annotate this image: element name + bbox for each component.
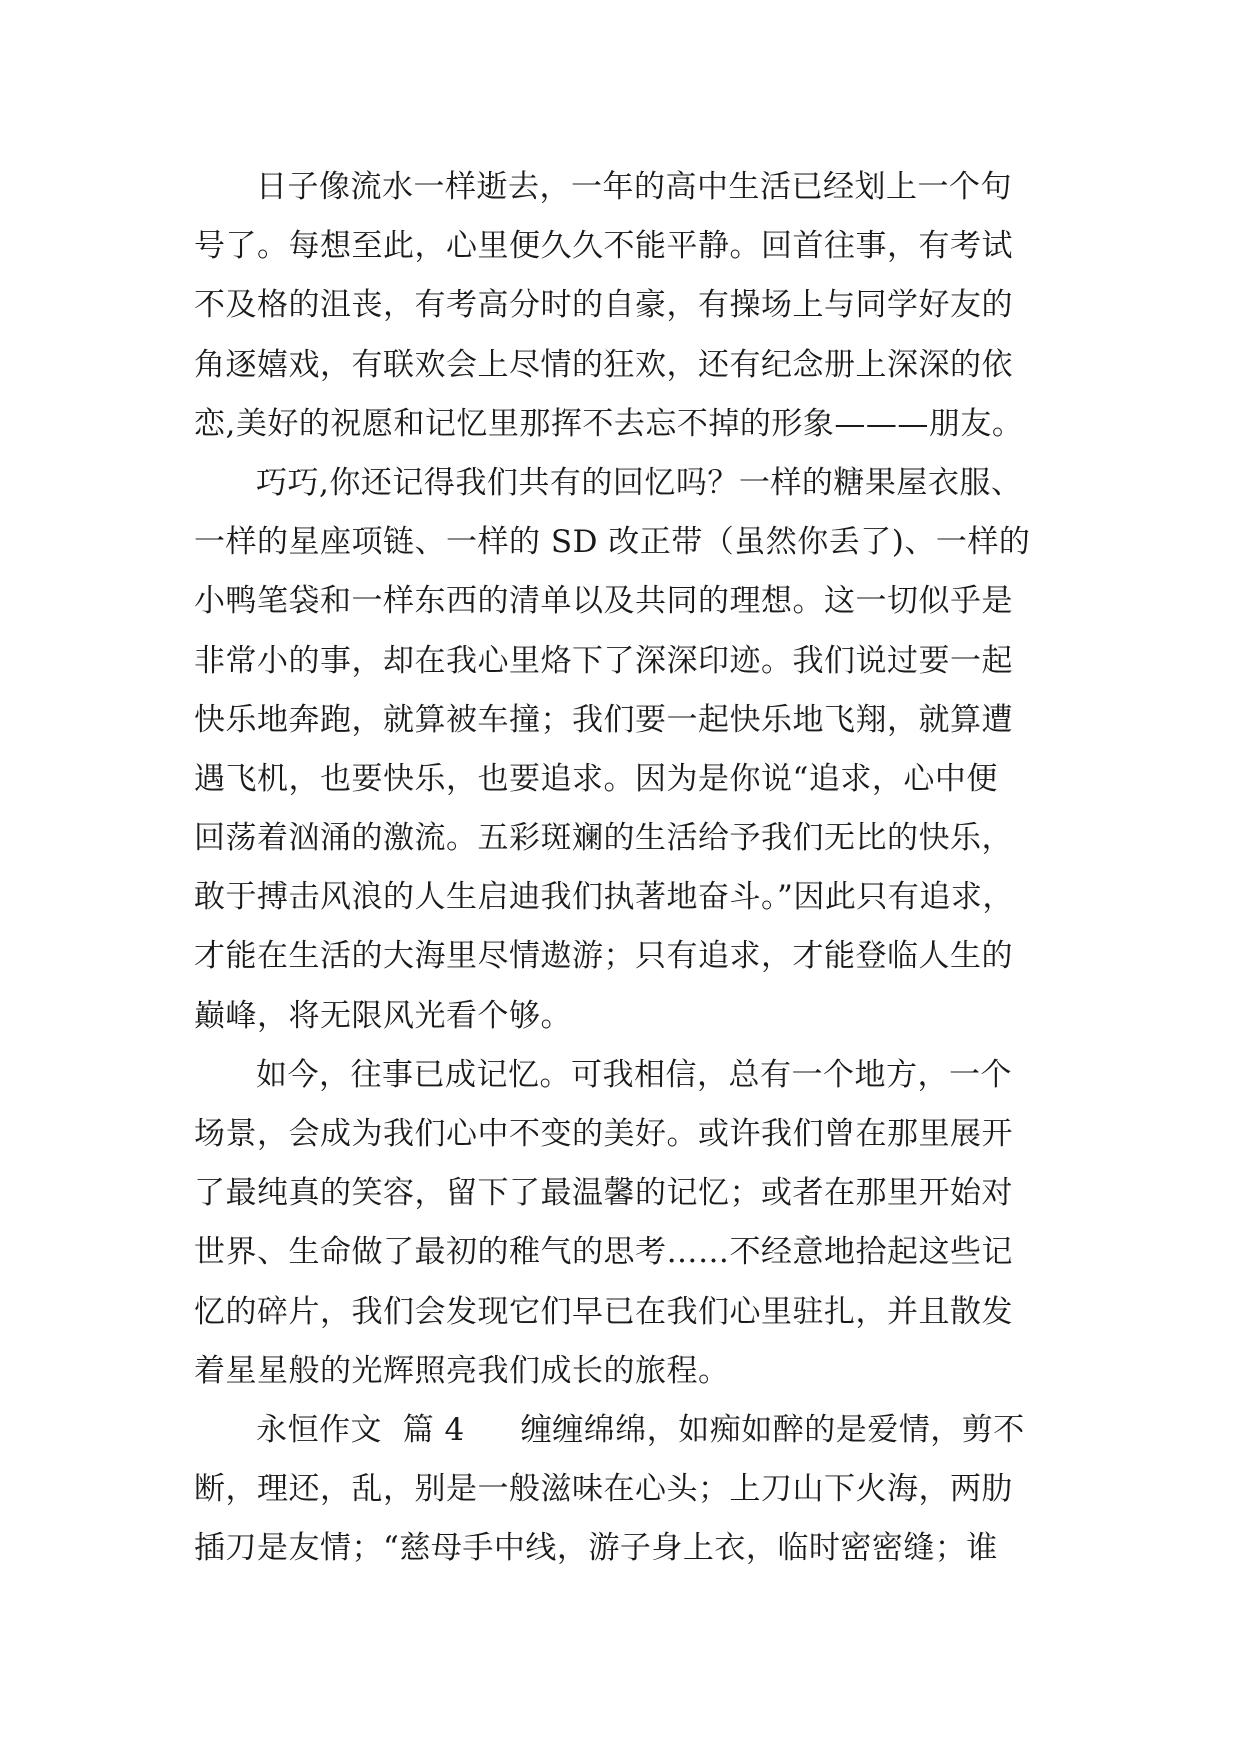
text-line-rest: 缠缠绵绵，如痴如醉的是爱情，剪不 bbox=[520, 1411, 1025, 1448]
paragraph-2 bbox=[194, 454, 1074, 1046]
text-line: 才能在生活的大海里尽情遨游；只有追求，才能登临人生的 bbox=[194, 938, 1013, 975]
paragraph-4 bbox=[194, 1401, 1074, 1579]
text-line: 如今，往事已成记忆。可我相信，总有一个地方，一个 bbox=[256, 1056, 1012, 1093]
text-line: 不及格的沮丧，有考高分时的自豪，有操场上与同学好友的 bbox=[194, 287, 1013, 324]
text-line: 快乐地奔跑，就算被车撞；我们要一起快乐地飞翔，就算遭 bbox=[194, 701, 1013, 738]
paragraph-1 bbox=[194, 158, 1074, 454]
text-line: 敢于搏击风浪的人生启迪我们执著地奋斗。”因此只有追求， bbox=[194, 879, 1014, 916]
text-line bbox=[194, 1401, 1074, 1460]
text-line: 遇飞机，也要快乐，也要追求。因为是你说“追求，心中便 bbox=[194, 760, 998, 797]
paragraph-3 bbox=[194, 1046, 1074, 1401]
text-line: 巅峰，将无限风光看个够。 bbox=[194, 997, 572, 1034]
text-line: 了最纯真的笑容，留下了最温馨的记忆；或者在那里开始对 bbox=[194, 1175, 1013, 1212]
section-heading: 永恒作文 篇 4 bbox=[256, 1411, 465, 1448]
text-line: 断，理还，乱，别是一般滋味在心头；上刀山下火海，两肋 bbox=[194, 1471, 1013, 1508]
text-line: 小鸭笔袋和一样东西的清单以及共同的理想。这一切似乎是 bbox=[194, 583, 1013, 620]
text-line: 非常小的事，却在我心里烙下了深深印迹。我们说过要一起 bbox=[194, 642, 1013, 679]
text-line: 着星星般的光辉照亮我们成长的旅程。 bbox=[194, 1352, 730, 1389]
text-line: 回荡着汹涌的激流。五彩斑斓的生活给予我们无比的快乐， bbox=[194, 820, 1013, 857]
text-line: 插刀是友情；“慈母手中线，游子身上衣，临时密密缝；谁 bbox=[194, 1530, 998, 1567]
text-line: 一样的星座项链、一样的 SD 改正带（虽然你丢了)、一样的 bbox=[194, 524, 1031, 561]
text-line: 场景，会成为我们心中不变的美好。或许我们曾在那里展开 bbox=[194, 1116, 1013, 1152]
text-line: 号了。每想至此，心里便久久不能平静。回首往事，有考试 bbox=[194, 228, 1013, 265]
text-line: 巧巧,你还记得我们共有的回忆吗？一样的糖果屋衣服、 bbox=[256, 464, 1023, 501]
text-line: 忆的碎片，我们会发现它们早已在我们心里驻扎，并且散发 bbox=[194, 1293, 1013, 1330]
text-line: 世界、生命做了最初的稚气的思考……不经意地拾起这些记 bbox=[194, 1234, 1013, 1271]
article-body bbox=[194, 158, 1074, 1579]
text-line: 恋,美好的祝愿和记忆里那挥不去忘不掉的形象———朋友。 bbox=[194, 405, 1024, 442]
text-line: 日子像流水一样逝去，一年的高中生活已经划上一个句 bbox=[256, 169, 1012, 205]
text-line: 角逐嬉戏，有联欢会上尽情的狂欢，还有纪念册上深深的依 bbox=[194, 346, 1013, 383]
